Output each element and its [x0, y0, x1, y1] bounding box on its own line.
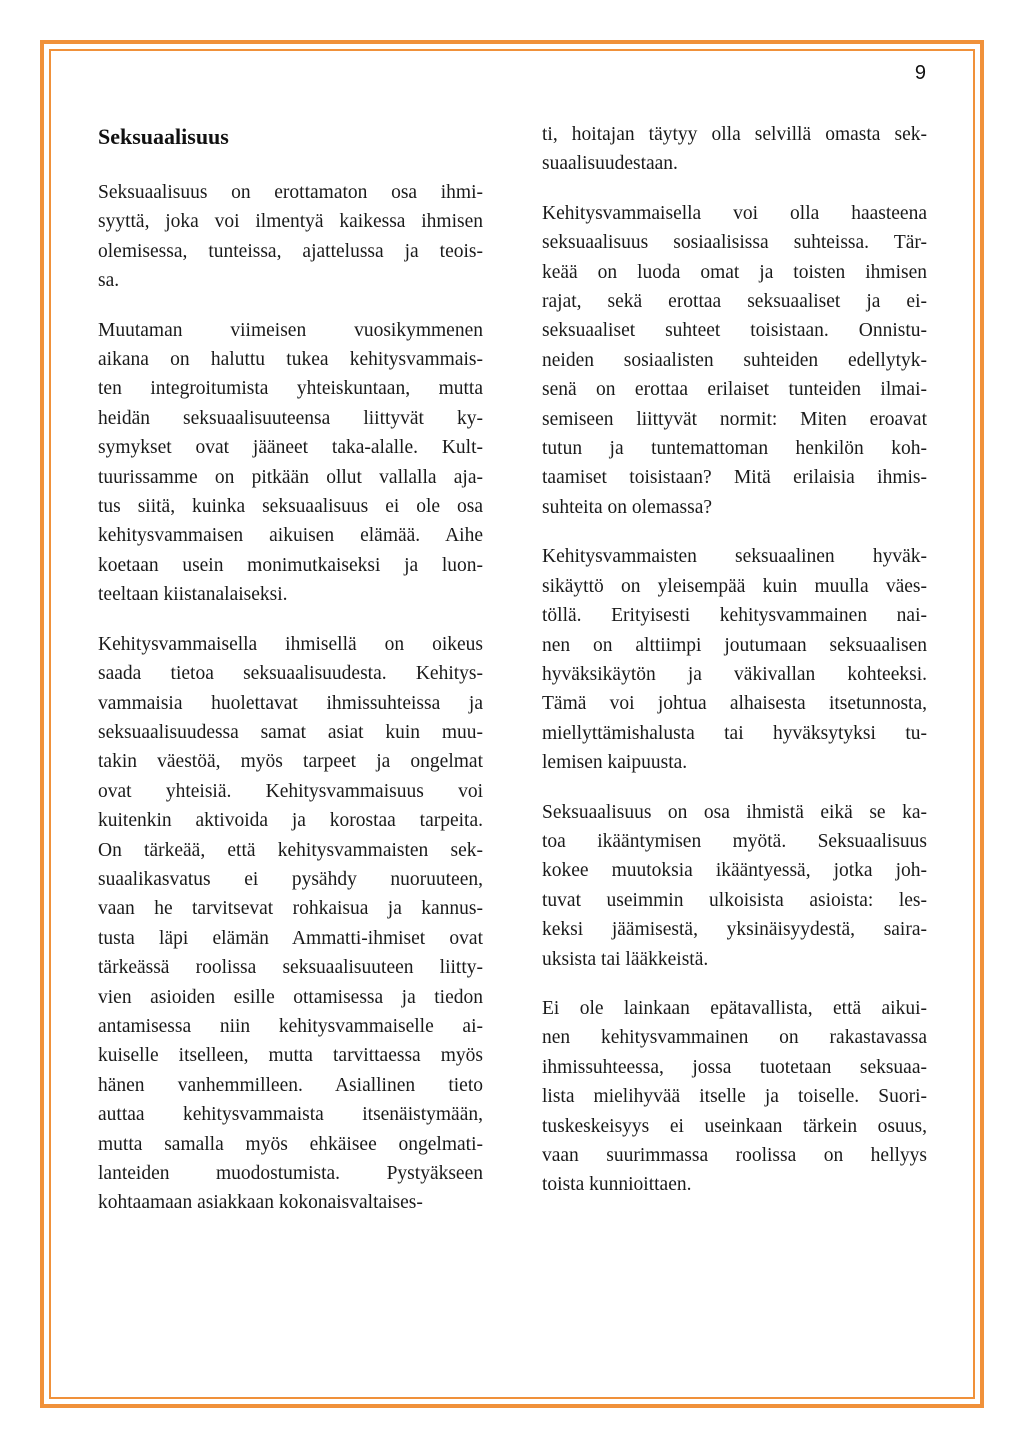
text-line: ten integroitumista yhteiskuntaan, mutta — [98, 378, 483, 400]
text-line: kehitysvammaisen aikuisen elämää. Aihe — [98, 525, 483, 547]
text-line: aikana on haluttu tukea kehitysvammais- — [98, 349, 483, 371]
text-line: semiseen liittyvät normit: Miten eroavat — [542, 408, 927, 430]
text-line: vaan he tarvitsevat rohkaisua ja kannus- — [98, 898, 483, 920]
text-line: vaan suurimmassa roolissa on hellyys — [542, 1145, 927, 1166]
paragraph — [542, 994, 927, 1200]
text-line: suaalikasvatus ei pysähdy nuoruuteen, — [98, 868, 483, 890]
paragraph — [542, 120, 927, 179]
text-line: sa. — [98, 270, 120, 292]
text-line: suhteita on olemassa? — [542, 496, 713, 518]
page-number: 9 — [914, 62, 926, 84]
text-line: Seksuaalisuus on erottamaton osa ihmi- — [98, 182, 483, 203]
text-line: toa ikääntymisen myötä. Seksuaalisuus — [542, 830, 927, 852]
text-line: taamiset toisistaan? Mitä erilaisia ihmis- — [542, 467, 927, 489]
text-line: tärkeässä roolissa seksuaalisuuteen liitty- — [98, 957, 483, 979]
paragraph — [542, 542, 927, 777]
text-line: On tärkeää, että kehitysvammaisten sek- — [98, 839, 483, 861]
text-line: lemisen kaipuusta. — [542, 752, 688, 774]
text-line: Seksuaalisuus on osa ihmistä eikä se ka- — [542, 801, 927, 823]
text-line: kuitenkin aktivoida ja korostaa tarpeita. — [98, 810, 483, 832]
text-line: Tämä voi johtua alhaisesta itsetunnosta, — [542, 693, 927, 715]
paragraph — [542, 798, 927, 974]
text-line: teeltaan kiistanalaiseksi. — [98, 584, 288, 606]
text-line: koetaan usein monimutkaiseksi ja luon- — [98, 554, 483, 576]
paragraph — [98, 178, 483, 296]
text-line: kokee muutoksia ikääntyessä, jotka joh- — [542, 860, 927, 882]
text-line: tuvat useimmin ulkoisista asioista: les- — [542, 889, 927, 911]
text-line: saada tietoa seksuaalisuudesta. Kehitys- — [98, 663, 483, 685]
text-line: vien asioiden esille ottamisessa ja tiedon — [98, 986, 483, 1008]
text-line: Muutaman viimeisen vuosikymmenen — [98, 319, 483, 341]
paragraph — [98, 316, 483, 610]
text-line: seksuaalisuudessa samat asiat kuin muu- — [98, 721, 483, 743]
text-line: tuskeskeisyys ei useinkaan tärkein osuus, — [542, 1115, 927, 1137]
text-line: olemisessa, tunteissa, ajattelussa ja teois- — [98, 240, 483, 262]
text-line: nen kehitysvammainen on rakastavassa — [542, 1027, 927, 1049]
text-line: kuiselle itselleen, mutta tarvittaessa myös — [98, 1045, 483, 1067]
text-line: ti, hoitajan täytyy olla selvillä omasta sek- — [542, 124, 927, 145]
text-line: miellyttämishalusta tai hyväksytyksi tu- — [542, 722, 927, 744]
left-column-body — [98, 178, 483, 1218]
text-line: takin väestöä, myös tarpeet ja ongelmat — [98, 751, 483, 773]
right-column-body — [542, 120, 927, 1200]
paragraph — [98, 630, 483, 1218]
text-line: seksuaalisuus sosiaalisissa suhteissa. Tär- — [542, 232, 927, 254]
text-line: keää on luoda omat ja toisten ihmisen — [542, 261, 927, 283]
paragraph — [542, 199, 927, 522]
text-line: sikäyttö on yleisempää kuin muulla väes- — [542, 575, 927, 597]
right-column — [542, 120, 927, 1220]
text-line: Kehitysvammaisten seksuaalinen hyväk- — [542, 546, 927, 568]
text-line: seksuaaliset suhteet toisistaan. Onnistu- — [542, 320, 927, 342]
text-line: ihmissuhteessa, jossa tuotetaan seksuaa- — [542, 1056, 927, 1078]
text-line: töllä. Erityisesti kehitysvammainen nai- — [542, 605, 927, 627]
text-line: nen on alttiimpi joutumaan seksuaalisen — [542, 634, 927, 656]
text-line: Kehitysvammaisella ihmisellä on oikeus — [98, 633, 483, 655]
text-line: mutta samalla myös ehkäisee ongelmati- — [98, 1133, 483, 1155]
text-line: uksista tai lääkkeistä. — [542, 948, 709, 970]
text-line: kohtaamaan asiakkaan kokonaisvaltaises- — [98, 1192, 423, 1214]
text-line: senä on erottaa erilaiset tunteiden ilmai- — [542, 379, 927, 401]
text-line: toista kunnioittaen. — [542, 1174, 692, 1196]
section-heading: Seksuaalisuus — [98, 124, 229, 149]
text-line: auttaa kehitysvammaista itsenäistymään, — [98, 1104, 483, 1126]
text-line: tus siitä, kuinka seksuaalisuus ei ole osa — [98, 496, 483, 518]
left-column — [98, 118, 483, 1238]
text-line: tuurissamme on pitkään ollut vallalla aja- — [98, 466, 483, 488]
text-line: Ei ole lainkaan epätavallista, että aikui- — [542, 997, 927, 1019]
text-line: keksi jäämisestä, yksinäisyydestä, saira- — [542, 919, 927, 941]
text-line: suaalisuudestaan. — [542, 153, 678, 175]
text-line: neiden sosiaalisten suhteiden edellytyk- — [542, 349, 927, 371]
text-line: symykset ovat jääneet taka-alalle. Kult- — [98, 437, 483, 459]
text-line: antamisessa niin kehitysvammaiselle ai- — [98, 1015, 483, 1037]
text-line: lanteiden muodostumista. Pystyäkseen — [98, 1163, 483, 1184]
text-line: hänen vanhemmilleen. Asiallinen tieto — [98, 1074, 483, 1096]
text-line: ovat yhteisiä. Kehitysvammaisuus voi — [98, 780, 483, 802]
text-line: lista mielihyvää itselle ja toiselle. Suori- — [542, 1086, 927, 1108]
text-line: rajat, sekä erottaa seksuaaliset ja ei- — [542, 291, 927, 313]
text-line: tusta läpi elämän Ammatti-ihmiset ovat — [98, 927, 483, 949]
text-line: hyväksikäytön ja väkivallan kohteeksi. — [542, 663, 927, 685]
text-line: syyttä, joka voi ilmentyä kaikessa ihmisen — [98, 211, 483, 233]
text-line: Kehitysvammaisella voi olla haasteena — [542, 202, 927, 224]
text-line: tutun ja tuntemattoman henkilön koh- — [542, 438, 927, 460]
text-line: vammaisia huolettavat ihmissuhteissa ja — [98, 692, 483, 714]
text-line: heidän seksuaalisuuteensa liittyvät ky- — [98, 407, 483, 429]
